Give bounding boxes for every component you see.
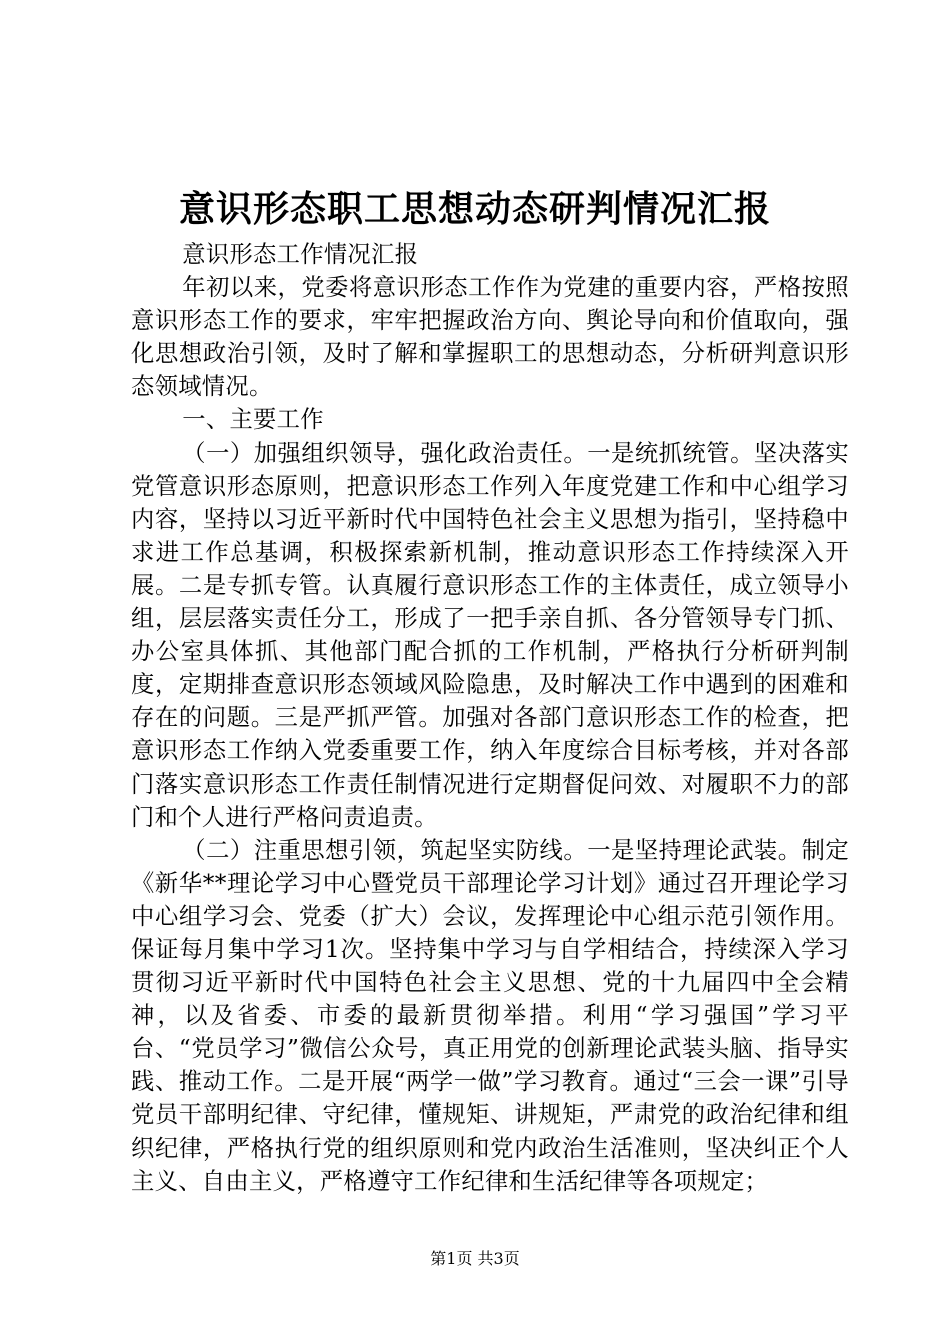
- document-body: [131, 238, 849, 1198]
- document-title: 意识形态职工思想动态研判情况汇报: [178, 188, 771, 230]
- section-heading-main-work: 一、主要工作: [182, 406, 324, 434]
- paragraph-intro: 年初以来，党委将意识形态工作作为党建的重要内容，严格按照意识形态工作的要求，牢牢把握政治方向、舆论导向和价值取向，强化思想政治引领，及时了解和掌握职工的思想动态，分析研判意识形态领域情况。: [131, 274, 849, 401]
- paragraph-leadership: （一）加强组织领导，强化政治责任。一是统抓统管。坚决落实党管意识形态原则，把意识形态工作列入年度党建工作和中心组学习内容，坚持以习近平新时代中国特色社会主义思想为指引，坚持稳中求进工作总基调，积极探索新机制，推动意识形态工作持续深入开展。二是专抓专管。认真履行意识形态工作的主体责任，成立领导小组，层层落实责任分工，形成了一把手亲自抓、各分管领导专门抓、办公室具体抓、其他部门配合抓的工作机制，严格执行分析研判制度，定期排查意识形态领域风险隐患，及时解决工作中遇到的困难和存在的问题。三是严抓严管。加强对各部门意识形态工作的检查，把意识形态工作纳入党委重要工作，纳入年度综合目标考核，并对各部门落实意识形态工作责任制情况进行定期督促问效、对履职不力的部门和个人进行严格问责追责。: [131, 439, 849, 831]
- paragraph-subtitle: 意识形态工作情况汇报: [182, 241, 419, 268]
- paragraph-ideology-guidance: （二）注重思想引领，筑起坚实防线。一是坚持理论武装。制定《新华**理论学习中心暨党员干部理论学习计划》通过召开理论学习中心组学习会、党委（扩大）会议，发挥理论中心组示范引领作用。保证每月集中学习1次。坚持集中学习与自学相结合，持续深入学习贯彻习近平新时代中国特色社会主义思想、党的十九届四中全会精神，以及省委、市委的最新贯彻举措。利用“学习强国”学习平台、“党员学习”微信公众号，真正用党的创新理论武装头脑、指导实践、推动工作。二是开展“两学一做”学习教育。通过“三会一课”引导党员干部明纪律、守纪律，懂规矩、讲规矩，严肃党的政治纪律和组织纪律，严格执行党的组织原则和党内政治生活准则，坚决纠正个人主义、自由主义，严格遵守工作纪律和生活纪律等各项规定；: [131, 836, 849, 1195]
- page-number-footer: 第1页 共3页: [430, 1249, 520, 1268]
